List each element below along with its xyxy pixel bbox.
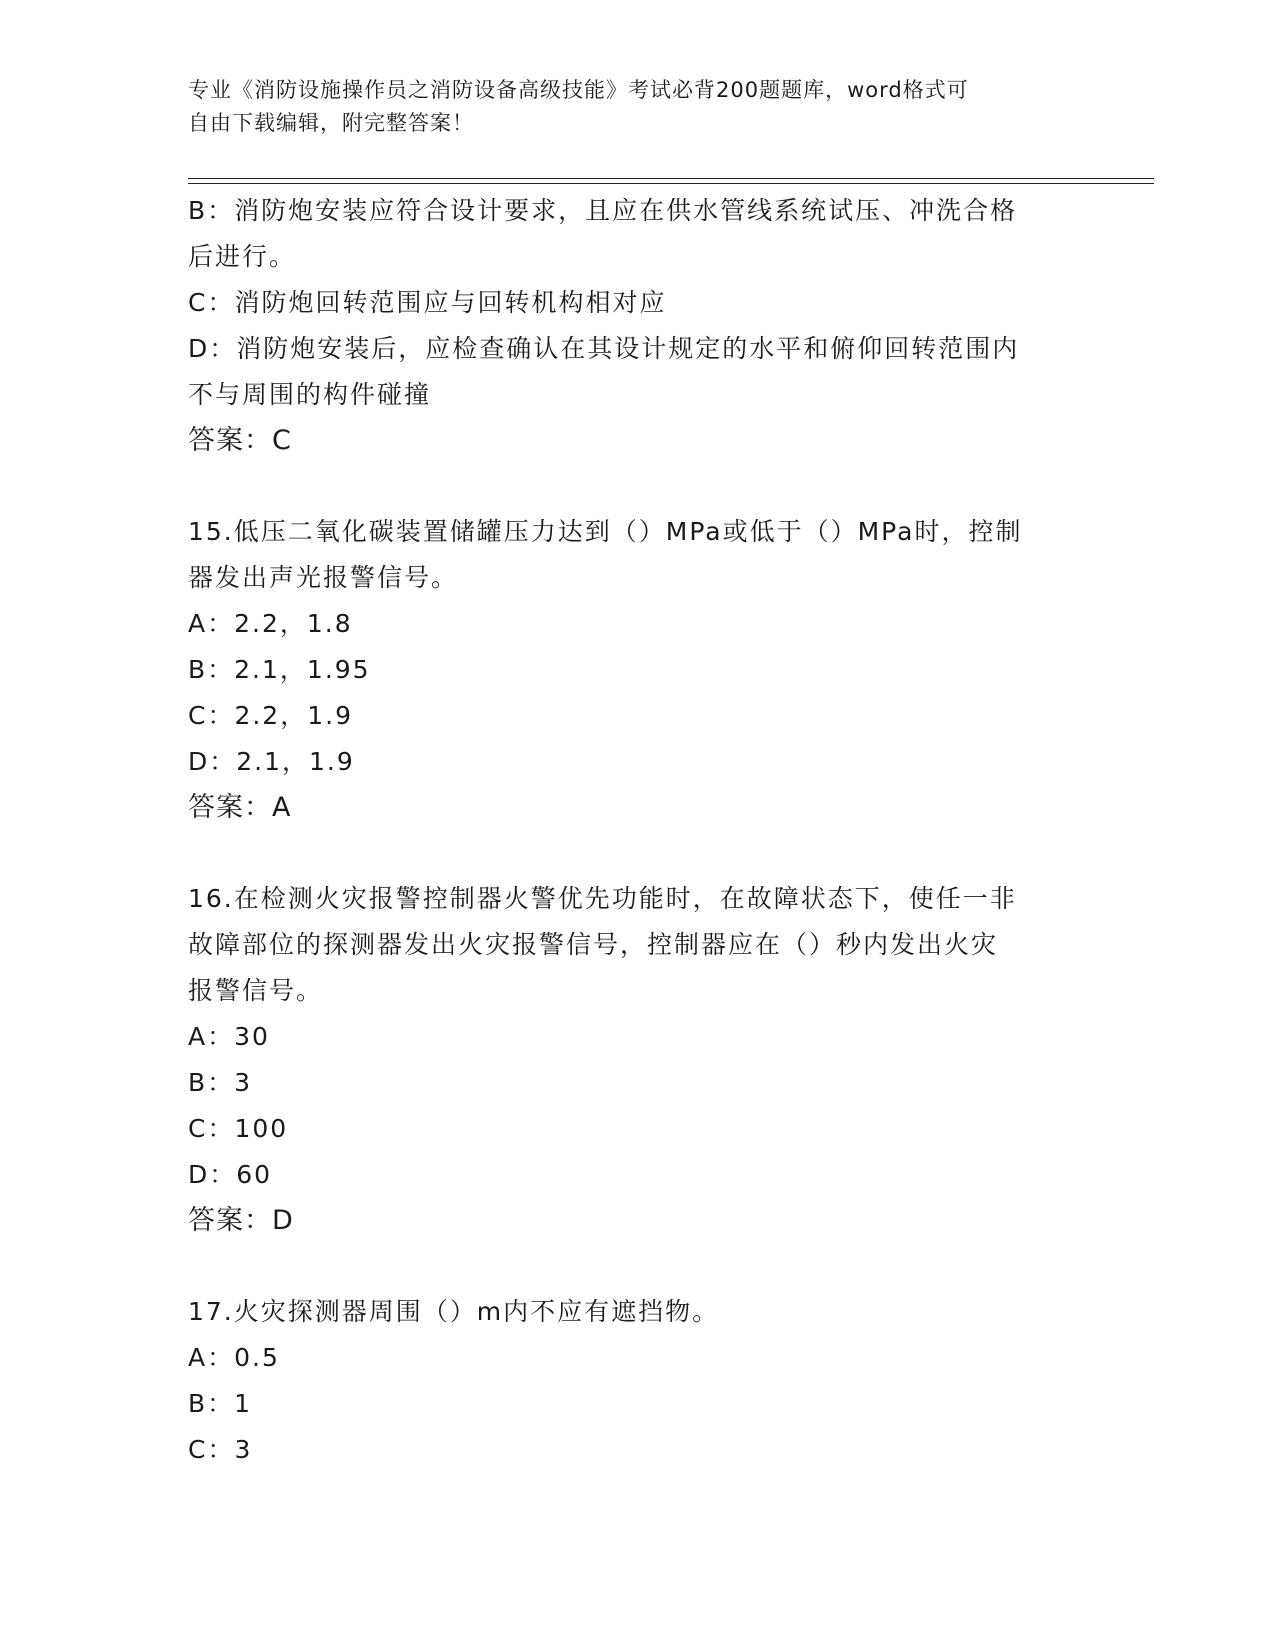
option-b-line-1: B：消防炮安装应符合设计要求，且应在供水管线系统试压、冲洗合格 <box>188 196 1018 225</box>
option-a: A：30 <box>188 1022 270 1051</box>
question-stem-line-2: 故障部位的探测器发出火灾报警信号，控制器应在（）秒内发出火灾 <box>188 930 999 959</box>
question-spacer <box>188 831 1088 876</box>
option-b: B：1 <box>188 1389 253 1418</box>
option-d: D：2.1，1.9 <box>188 747 355 776</box>
option-b: B：3 <box>188 1068 253 1097</box>
option-d: D：60 <box>188 1160 273 1189</box>
option-c: C：3 <box>188 1435 253 1464</box>
document-header <box>188 74 1068 140</box>
option-b-line-2: 后进行。 <box>188 242 297 271</box>
document-body <box>188 188 1088 1473</box>
option-a: A：0.5 <box>188 1343 280 1372</box>
answer: 答案：C <box>188 425 292 456</box>
question-spacer <box>188 464 1088 509</box>
question-spacer <box>188 1244 1088 1289</box>
option-d-line-1: D：消防炮安装后，应检查确认在其设计规定的水平和俯仰回转范围内 <box>188 334 1020 363</box>
header-line-2: 自由下载编辑，附完整答案！ <box>188 111 474 135</box>
option-b: B：2.1，1.95 <box>188 655 371 684</box>
question-16 <box>188 876 1088 1244</box>
question-stem-line-1: 15.低压二氧化碳装置储罐压力达到（）MPa或低于（）MPa时，控制 <box>188 517 1023 546</box>
question-17 <box>188 1289 1088 1473</box>
option-d-line-2: 不与周围的构件碰撞 <box>188 380 432 409</box>
answer: 答案：A <box>188 792 292 823</box>
option-a: A：2.2，1.8 <box>188 609 353 638</box>
question-15 <box>188 509 1088 831</box>
header-line-1: 专业《消防设施操作员之消防设备高级技能》考试必背200题题库，word格式可 <box>188 78 969 102</box>
question-stem-line-1: 17.火灾探测器周围（）m内不应有遮挡物。 <box>188 1297 720 1326</box>
header-rule-top <box>188 178 1154 179</box>
option-c: C：2.2，1.9 <box>188 701 353 730</box>
answer: 答案：D <box>188 1205 294 1236</box>
question-stem-line-3: 报警信号。 <box>188 976 324 1005</box>
question-stem-line-1: 16.在检测火灾报警控制器火警优先功能时，在故障状态下，使任一非 <box>188 884 1017 913</box>
option-c: C：100 <box>188 1114 289 1143</box>
question-14 <box>188 188 1088 464</box>
header-rule-bottom <box>188 183 1154 184</box>
option-c: C：消防炮回转范围应与回转机构相对应 <box>188 288 667 317</box>
question-stem-line-2: 器发出声光报警信号。 <box>188 563 459 592</box>
